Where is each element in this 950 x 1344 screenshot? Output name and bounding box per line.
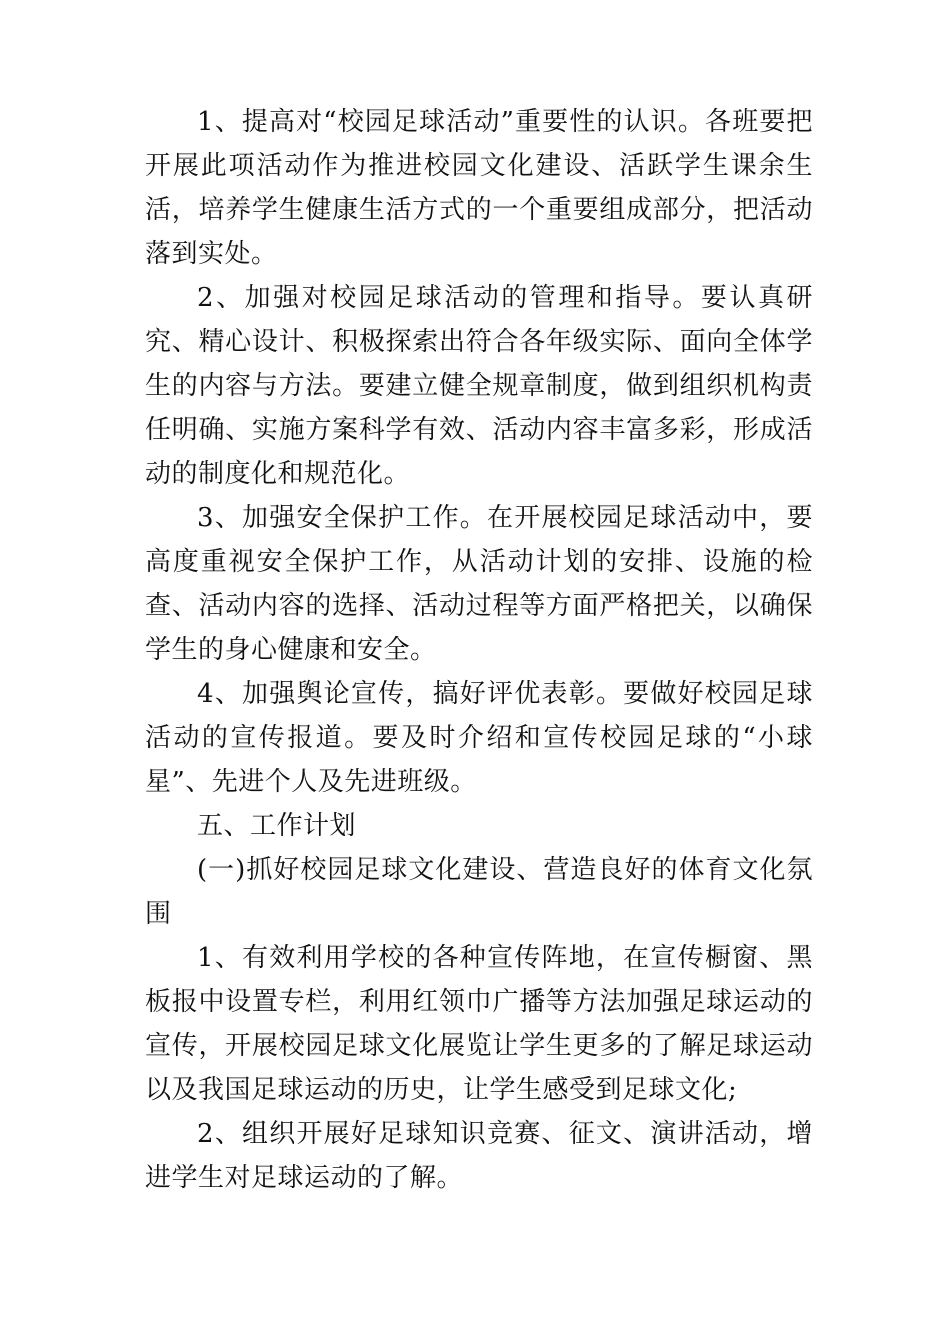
paragraph-item-2: 2、加强对校园足球活动的管理和指导。要认真研究、精心设计、积极探索出符合各年级实际、面向全体学生的内容与方法。要建立健全规章制度，做到组织机构责任明确、实施方案科学有效、活动内容丰富多彩，形成活动的制度化和规范化。 [145,283,813,489]
document-body [145,100,813,1200]
paragraph-item-4: 4、加强舆论宣传，搞好评优表彰。要做好校园足球活动的宣传报道。要及时介绍和宣传校园足球的“小球星”、先进个人及先进班级。 [145,679,813,797]
paragraph-item-6: 2、组织开展好足球知识竞赛、征文、演讲活动，增进学生对足球运动的了解。 [145,1119,813,1193]
paragraph-item-3: 3、加强安全保护工作。在开展校园足球活动中，要高度重视安全保护工作，从活动计划的安排、设施的检查、活动内容的选择、活动过程等方面严格把关，以确保学生的身心健康和安全。 [145,503,813,665]
paragraph-item-1: 1、提高对“校园足球活动”重要性的认识。各班要把开展此项活动作为推进校园文化建设、活跃学生课余生活，培养学生健康生活方式的一个重要组成部分，把活动落到实处。 [145,107,813,269]
section-heading: 五、工作计划 [197,811,357,841]
paragraph-item-5: 1、有效利用学校的各种宣传阵地，在宣传橱窗、黑板报中设置专栏，利用红领巾广播等方法加强足球运动的宣传，开展校园足球文化展览让学生更多的了解足球运动以及我国足球运动的历史，让学生感受到足球文化; [145,943,813,1105]
subsection-heading: (一)抓好校园足球文化建设、营造良好的体育文化氛围 [145,855,813,929]
